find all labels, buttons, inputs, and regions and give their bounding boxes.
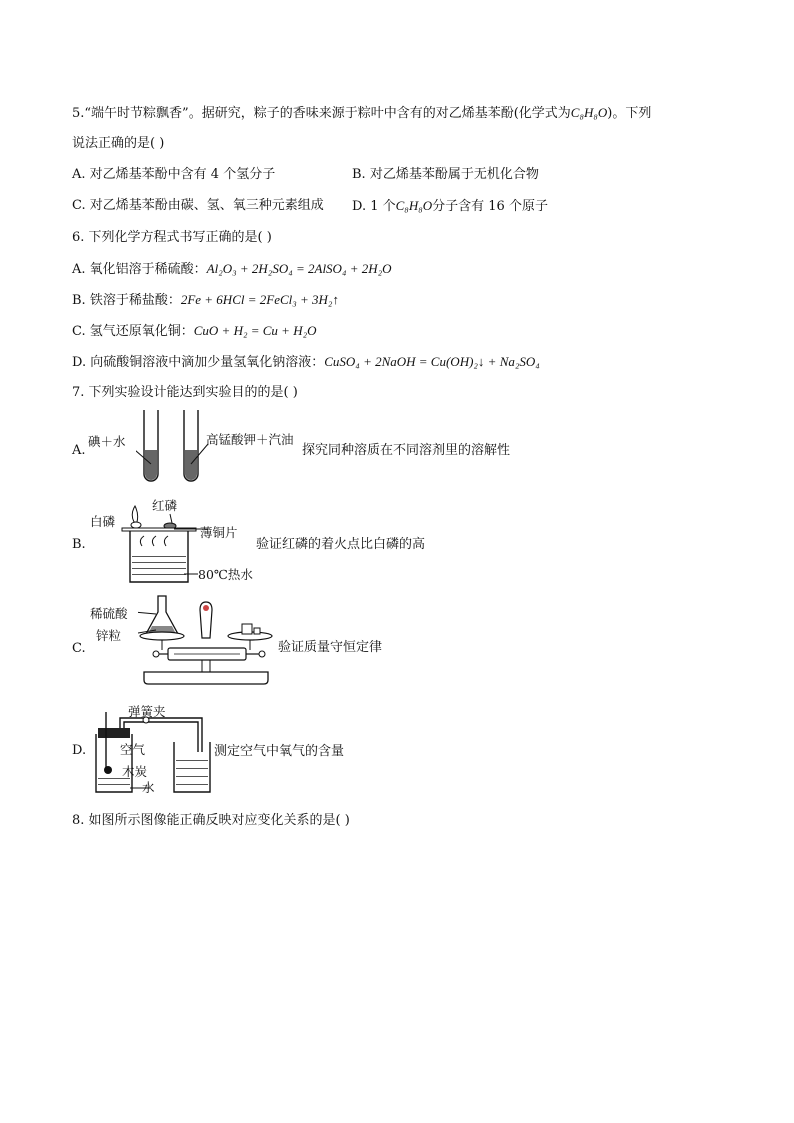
q6-option-a-text: A. 氧化铝溶于稀硫酸：: [72, 262, 207, 277]
q6-option-c-text: C. 氢气还原氧化铜：: [72, 324, 194, 339]
q7-d-label-clamp: 弹簧夹: [128, 704, 166, 719]
q7-c-letter: C.: [72, 641, 86, 656]
q5-stem-line2: 说法正确的是( ): [72, 136, 165, 151]
q6-option-b-equation: 2Fe + 6HCl = 2FeCl₃ + 3H₂↑: [180, 292, 339, 307]
q5-stem-line1: [72, 104, 651, 123]
q7-b-label-white-phosphorus: 白磷: [90, 514, 116, 529]
q7-c-description: 验证质量守恒定律: [278, 640, 383, 655]
q6-option-b: [72, 291, 339, 310]
q8-stem: 8. 如图所示图像能正确反映对应变化关系的是( ): [72, 813, 350, 828]
q6-option-d: [72, 353, 540, 372]
q7-c-label-zinc: 锌粒: [96, 628, 122, 643]
q5-option-b: B. 对乙烯基苯酚属于无机化合物: [352, 167, 539, 182]
q6-option-b-text: B. 铁溶于稀盐酸：: [72, 293, 181, 308]
q7-b-label-copper-plate: 薄铜片: [200, 525, 238, 540]
q7-b-label-hot-water: 80℃热水: [198, 567, 253, 582]
q5-formula: C₈H₈O: [570, 105, 608, 120]
q5-option-d-pre: D. 1 个: [352, 199, 396, 214]
q7-a-description: 探究同种溶质在不同溶剂里的溶解性: [302, 443, 511, 458]
q7-d-letter: D.: [72, 743, 87, 758]
q7-a-letter: A.: [72, 443, 86, 458]
q6-option-c-equation: CuO + H₂ = Cu + H₂O: [193, 323, 317, 338]
q5-stem-end: )。下列: [607, 106, 652, 121]
q7-b-letter: B.: [72, 537, 86, 552]
q7-b-label-red-phosphorus: 红磷: [152, 498, 178, 513]
q7-stem: 7. 下列实验设计能达到实验目的的是( ): [72, 385, 298, 400]
q6-option-a: [72, 260, 392, 279]
q7-c-label-acid: 稀硫酸: [90, 606, 128, 621]
q5-option-d: [352, 197, 548, 216]
q7-d-description: 测定空气中氧气的含量: [214, 744, 345, 759]
q7-b-description: 验证红磷的着火点比白磷的高: [256, 537, 426, 552]
q6-stem: 6. 下列化学方程式书写正确的是( ): [72, 230, 272, 245]
q6-option-d-text: D. 向硫酸铜溶液中滴加少量氢氧化钠溶液：: [72, 355, 325, 370]
q5-stem-text: 5.“端午时节粽飘香”。据研究，粽子的香味来源于粽叶中含有的对乙烯基苯酚(化学式为: [72, 106, 571, 121]
q7-a-test-tubes-figure: [136, 408, 226, 490]
q6-option-c: [72, 322, 317, 341]
q5-option-c: C. 对乙烯基苯酚由碳、氢、氧三种元素组成: [72, 198, 324, 213]
q7-d-label-water: 水: [142, 780, 155, 795]
q5-option-d-formula: C₈H₈O: [395, 198, 433, 213]
q7-d-label-carbon: 木炭: [122, 764, 148, 779]
q5-option-d-post: 分子含有 16 个原子: [432, 199, 548, 214]
q7-d-label-air: 空气: [120, 742, 146, 757]
q5-option-a: A. 对乙烯基苯酚中含有 4 个氢分子: [72, 167, 276, 182]
q6-option-d-equation: CuSO₄ + 2NaOH = Cu(OH)₂↓ + Na₂SO₄: [324, 354, 540, 369]
q7-c-balance-figure: [138, 594, 278, 694]
q6-option-a-equation: Al₂O₃ + 2H₂SO₄ = 2AlSO₄ + 2H₂O: [206, 261, 392, 276]
q7-a-label-left: 碘＋水: [88, 434, 126, 449]
q7-a-label-right: 高锰酸钾＋汽油: [206, 432, 294, 447]
